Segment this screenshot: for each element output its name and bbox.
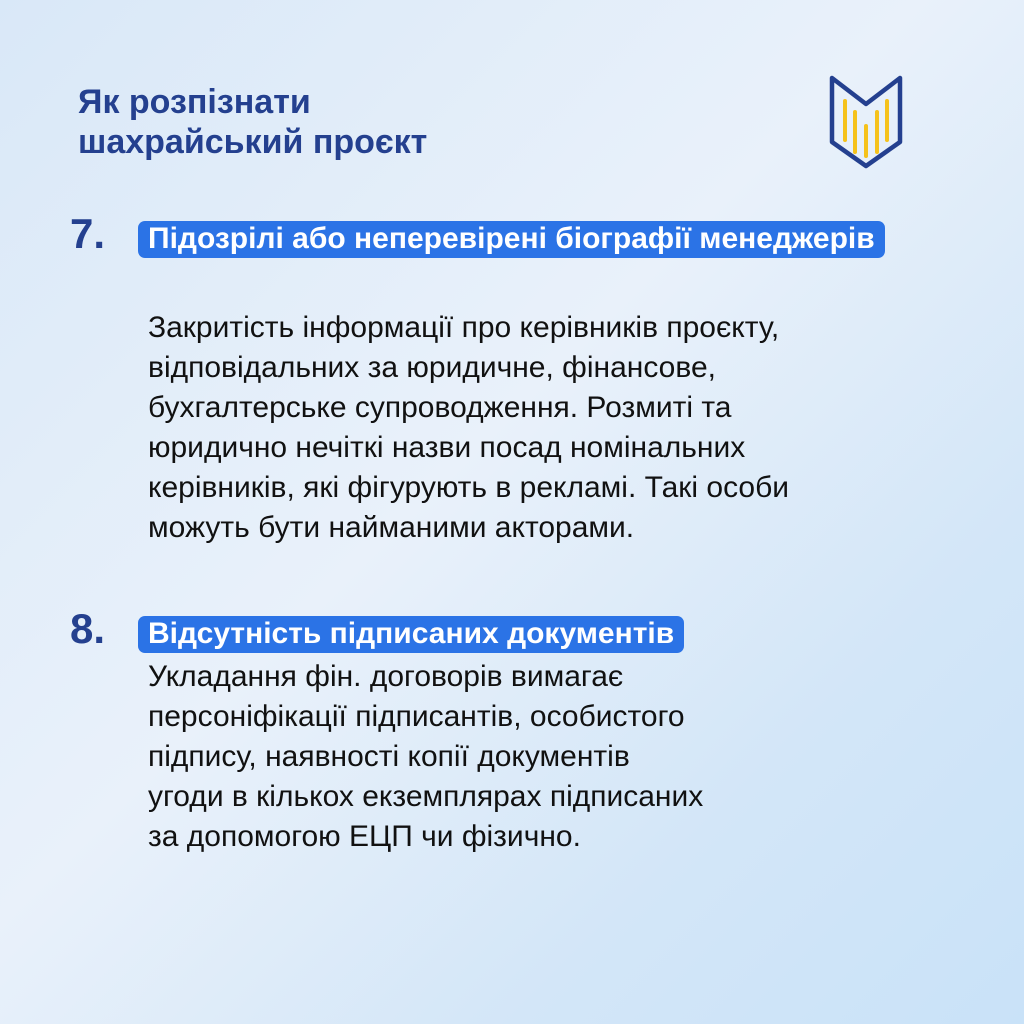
body-line: юридично нечіткі назви посад номінальних bbox=[148, 431, 746, 464]
body-line: угоди в кількох екземплярах підписаних bbox=[148, 780, 704, 813]
body-line: Укладання фін. договорів вимагає bbox=[148, 660, 624, 693]
body-line: Закритість інформації про керівників проєкту, bbox=[148, 311, 780, 344]
page-title-line: шахрайський проєкт bbox=[78, 123, 428, 161]
section-number: 8. bbox=[70, 605, 106, 652]
shield-book-icon bbox=[828, 74, 904, 170]
body-line: керівників, які фігурують в рекламі. Такі особи bbox=[148, 471, 790, 504]
section-number: 7. bbox=[70, 210, 106, 257]
body-line: за допомогою ЕЦП чи фізично. bbox=[148, 820, 581, 853]
body-line: бухгалтерське супроводження. Розмиті та bbox=[148, 391, 732, 424]
body-line: відповідальних за юридичне, фінансове, bbox=[148, 351, 716, 384]
section-body bbox=[148, 308, 948, 548]
page-title bbox=[78, 82, 638, 162]
body-line: можуть бути найманими акторами. bbox=[148, 511, 635, 544]
section-heading-highlight: Відсутність підписаних документів bbox=[138, 616, 684, 653]
section-heading bbox=[138, 218, 898, 259]
section-heading-highlight: Підозрілі або неперевірені біографії менеджерів bbox=[138, 221, 885, 258]
body-line: підпису, наявності копії документів bbox=[148, 740, 630, 773]
body-line: персоніфікації підписантів, особистого bbox=[148, 700, 685, 733]
section-heading bbox=[138, 613, 898, 654]
page-title-line: Як розпізнати bbox=[78, 83, 311, 121]
section-body bbox=[148, 657, 948, 857]
